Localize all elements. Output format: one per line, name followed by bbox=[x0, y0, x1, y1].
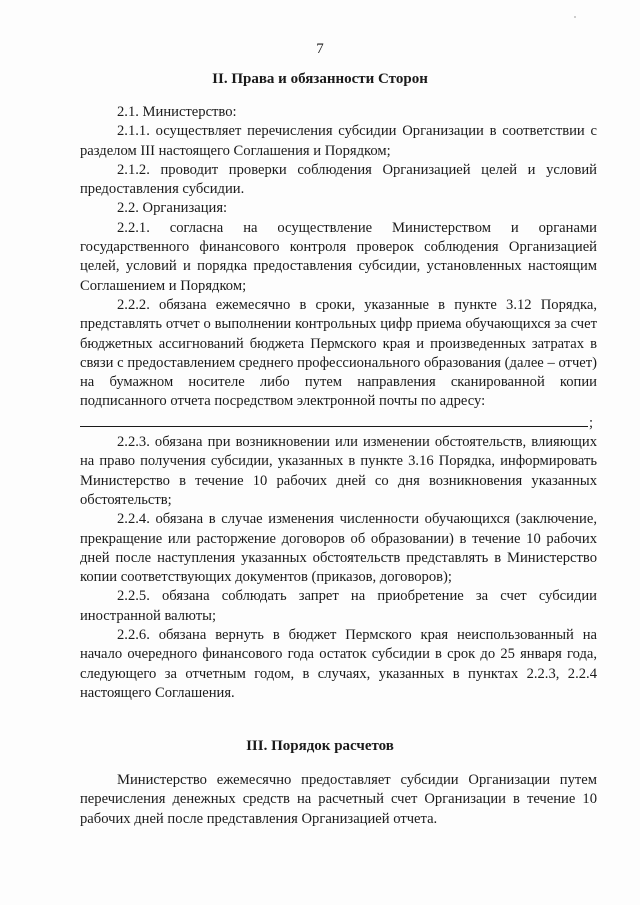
section-2-title: II. Права и обязанности Сторон bbox=[212, 71, 428, 87]
paragraph-2-2-1: 2.2.1. согласна на осуществление Министерством и органами государственного финансового контроля проверок соблюдения Организацией целей, условий и порядка предоставления субсидии, установленных настоящим Соглашением и Порядком; bbox=[80, 219, 597, 294]
section-2-body bbox=[80, 103, 597, 703]
page-number: 7 bbox=[316, 41, 324, 57]
paragraph-2-1-2: 2.1.2. проводит проверки соблюдения Организацией целей и условий предоставления субсидии. bbox=[80, 161, 597, 198]
paragraph-2-2-2: 2.2.2. обязана ежемесячно в сроки, указанные в пункте 3.12 Порядка, представлять отчет о выполнении контрольных цифр приема обучающихся за счет бюджетных ассигнований бюджета Пермского края и произведенных затратах в связи с предоставлением среднего профессионального образования (далее – отчет) на бумажном носителе либо путем направления сканированной копии подписанного отчета посредством электронной почты по адресу: bbox=[80, 296, 597, 410]
paragraph-2-1: 2.1. Министерство: bbox=[117, 104, 237, 120]
email-blank-field bbox=[80, 412, 588, 427]
scan-speck bbox=[574, 16, 576, 18]
paragraph-3: Министерство ежемесячно предоставляет субсидии Организации путем перечисления денежных средств на расчетный счет Организации в течение 10 рабочих дней после представления Организацией отчета. bbox=[80, 772, 597, 827]
paragraph-2-1-1: 2.1.1. осуществляет перечисления субсидии Организации в соответствии с разделом III настоящего Соглашения и Порядком; bbox=[80, 123, 597, 159]
paragraph-2-2-5: 2.2.5. обязана соблюдать запрет на приобретение за счет субсидии иностранной валюты; bbox=[80, 588, 597, 624]
paragraph-2-2: 2.2. Организация: bbox=[117, 200, 228, 217]
paragraph-2-2-3: 2.2.3. обязана при возникновении или изменении обстоятельств, влияющих на право получения субсидии, указанных в пункте 3.16 Порядка, информировать Министерство в течение 10 рабочих дней со дня возникновения указанных обстоятельств; bbox=[80, 434, 597, 508]
section-3-body bbox=[80, 771, 597, 829]
blank-line-semicolon: ; bbox=[589, 414, 594, 431]
section-3-title: III. Порядок расчетов bbox=[246, 738, 394, 754]
email-blank-line bbox=[80, 412, 597, 433]
paragraph-2-2-6: 2.2.6. обязана вернуть в бюджет Пермского края неиспользованный на начало очередного финансового года остаток субсидии в срок до 25 января года, следующего за отчетным годом, в случаях, указанных в пунктах 2.2.3, 2.2.4 настоящего Соглашения. bbox=[80, 627, 597, 701]
paragraph-2-2-4: 2.2.4. обязана в случае изменения численности обучающихся (заключение, прекращение или расторжение договоров об образовании) в течение 10 рабочих дней после наступления указанных обстоятельств представлять в Министерство копии соответствующих документов (приказов, договоров); bbox=[80, 511, 597, 586]
